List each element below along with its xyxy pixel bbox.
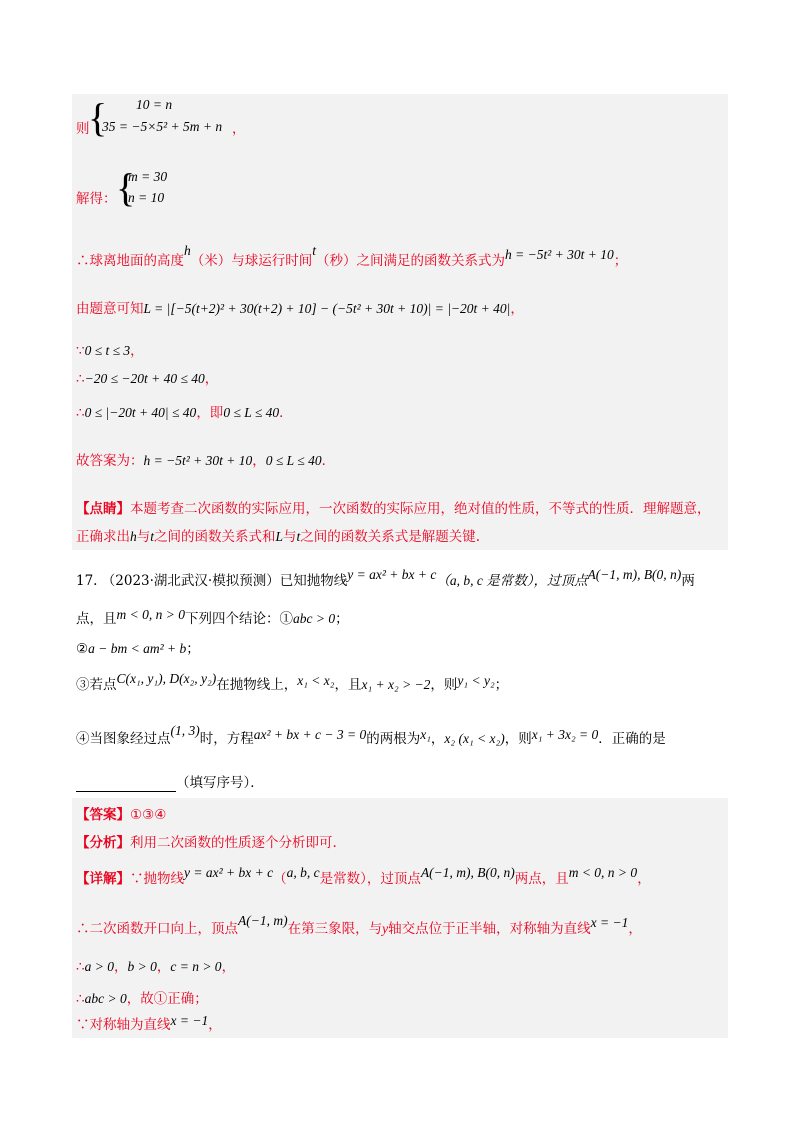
detail-line3: ∴a > 0，b > 0，c = n > 0，	[76, 959, 236, 975]
solution-line-abs: ∴0 ≤ |−20t + 40| ≤ 40，即0 ≤ L ≤ 40．	[76, 405, 293, 421]
dianjing-line1: 【点睛】本题考查二次函数的实际应用，一次函数的实际应用，绝对值的性质，不等式的性质．理解题意，	[76, 501, 711, 517]
q17-conclusion2: ②a − bm < am² + b；	[76, 641, 200, 657]
system1-comma: ，	[232, 121, 246, 137]
solution-line-since: ∵0 ≤ t ≤ 3，	[76, 343, 144, 359]
q17-conclusion4: ④当图象经过点(1, 3)时，方程ax² + bx + c − 3 = 0的两根为x₁，x₂ (x₁ < x₂)，则x₁ + 3x₂ = 0．正确的是	[76, 723, 666, 747]
detail-line1: 【详解】∵抛物线y = ax² + bx + c（a, b, c是常数），过顶点A(−1, m), B(0, n)两点，且m < 0, n > 0，	[76, 865, 651, 887]
system-brace-2: {	[116, 165, 136, 210]
system1-row1: 10 = n	[136, 97, 173, 112]
q17-line1: 17. （2023·湖北武汉·模拟预测）已知抛物线y = ax² + bx + c（a, b, c 是常数），过顶点A(−1, m), B(0, n)两	[76, 567, 695, 589]
solution-line-L: 由题意可知L = |[−5(t+2)² + 30(t+2) + 10] − (−5t² + 30t + 10)| = |−20t + 40|，	[76, 301, 524, 317]
answer-line: 【答案】①③④	[76, 807, 167, 823]
detail-line5: ∵对称轴为直线x = −1，	[76, 1013, 222, 1033]
solution-line-range: ∴−20 ≤ −20t + 40 ≤ 40，	[76, 371, 219, 387]
dianjing-line2: 正确求出h与t之间的函数关系式和L与t之间的函数关系式是解题关键.	[76, 529, 481, 545]
jiede-label: 解得：	[76, 191, 117, 207]
q17-line2: 点，且m < 0, n > 0下列四个结论：①abc > 0；	[76, 607, 349, 627]
solution-panel-top	[72, 94, 728, 550]
answer-blank[interactable]	[76, 777, 176, 792]
q17-conclusion3: ③若点C(x₁, y₁), D(x₂, y₂)在抛物线上，x₁ < x₂，且x₁ + x₂ > −2，则y₁ < y₂；	[76, 671, 509, 693]
analysis-line: 【分析】利用二次函数的性质逐个分析即可.	[76, 835, 337, 851]
system-brace-1: {	[88, 95, 108, 140]
solution-line-relation: ∴球离地面的高度h（米）与球运行时间t（秒）之间满足的函数关系式为h = −5t² + 30t + 10；	[76, 243, 628, 269]
detail-line2: ∴二次函数开口向上，顶点A(−1, m)在第三象限，与y轴交点位于正半轴，对称轴为直线x = −1，	[76, 913, 642, 937]
solution-line-answer: 故答案为：h = −5t² + 30t + 10，0 ≤ L ≤ 40．	[76, 453, 336, 469]
detail-line4: ∴abc > 0，故①正确；	[76, 991, 208, 1007]
q17-answer-blank-line: （填写序号）．	[76, 774, 264, 792]
ze-label: 则	[76, 121, 90, 137]
system2-row1: m = 30	[128, 169, 168, 184]
system2-row2: n = 10	[128, 190, 165, 205]
system1-row2: 35 = −5×5² + 5m + n	[102, 119, 223, 134]
